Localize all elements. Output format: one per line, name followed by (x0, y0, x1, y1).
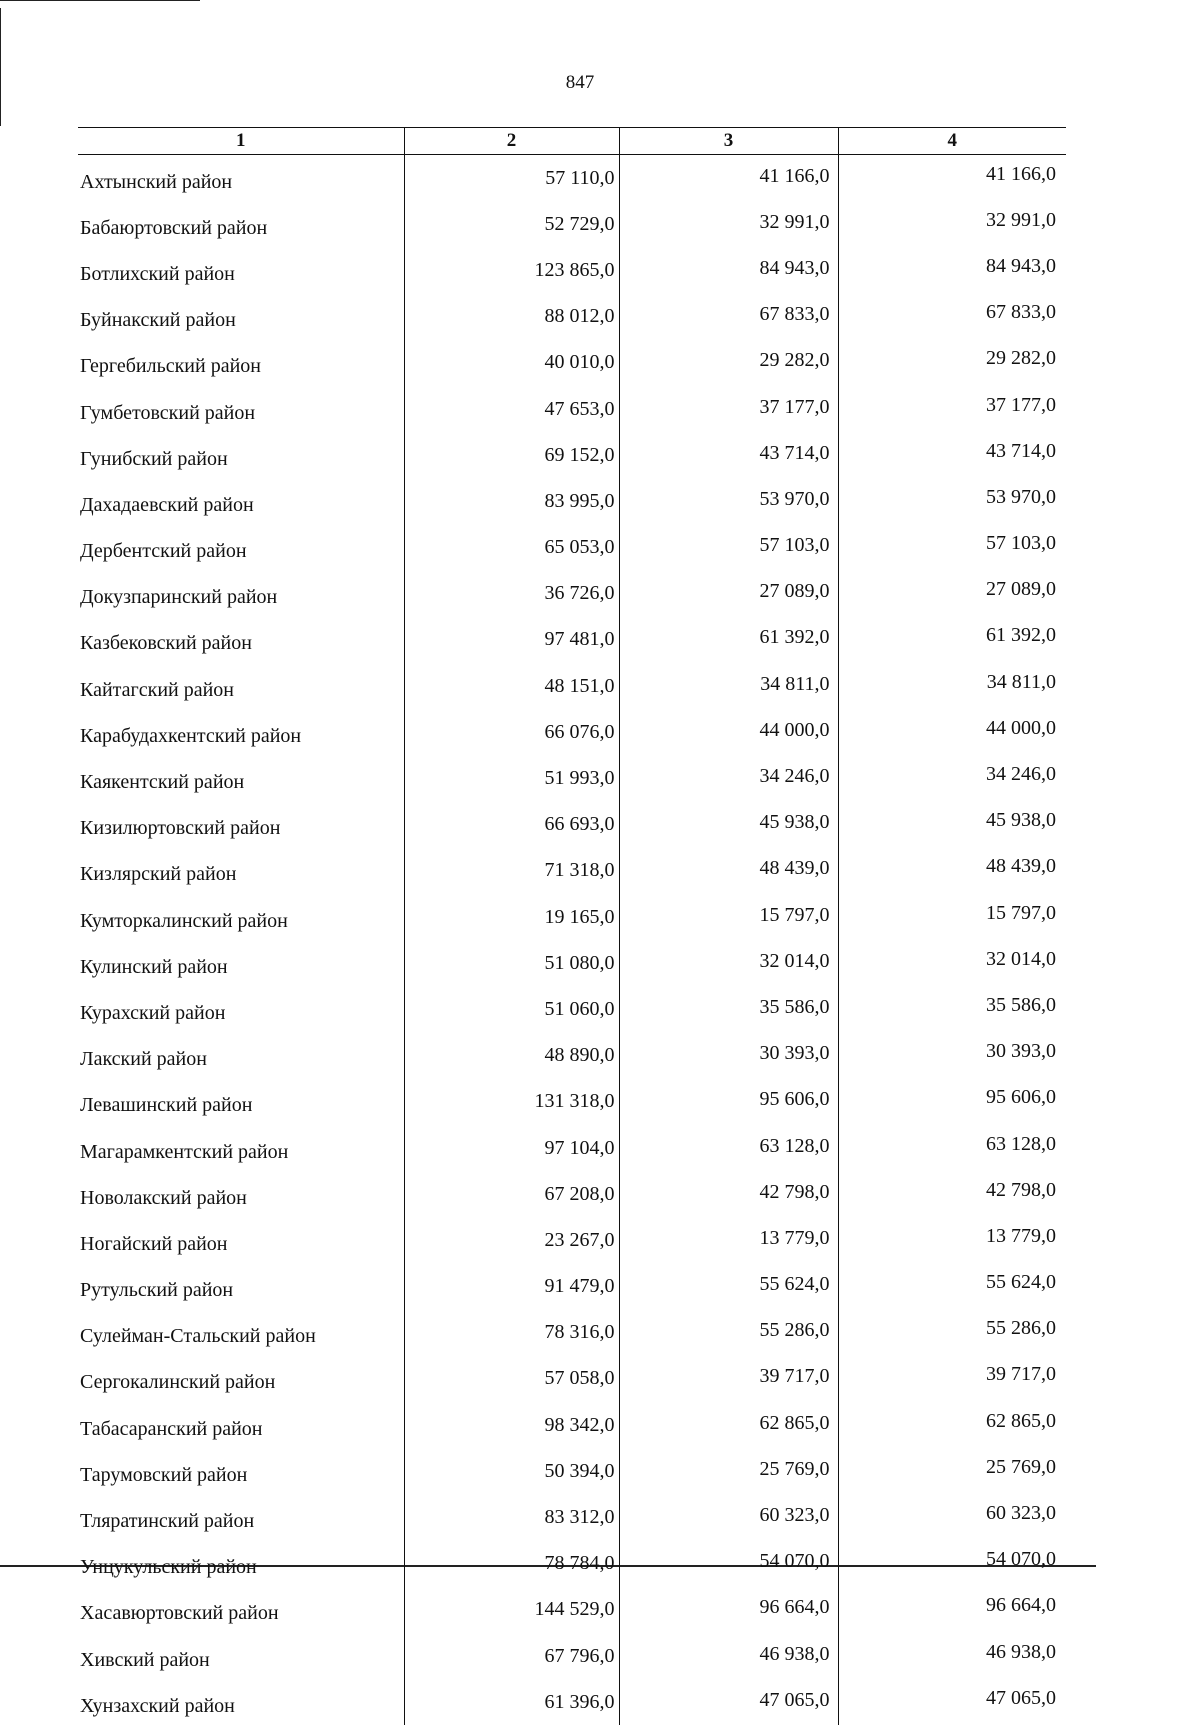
table-header (78, 128, 1066, 155)
district-name-cell: Гергебильский район (78, 340, 404, 386)
value-col2-cell: 123 865,0 (404, 247, 619, 293)
value-col3-cell: 46 938,0 (619, 1633, 838, 1679)
value-col2-cell: 51 080,0 (404, 940, 619, 986)
table-body (78, 155, 1066, 1725)
district-name-cell: Хунзахский район (78, 1679, 404, 1725)
district-name-cell: Каякентский район (78, 755, 404, 801)
table-row (78, 478, 1066, 524)
value-col4-cell: 63 128,0 (838, 1125, 1066, 1171)
value-col4-cell: 60 323,0 (838, 1494, 1066, 1540)
value-col3-cell: 95 606,0 (619, 1079, 838, 1125)
data-table (78, 127, 1066, 1725)
value-col4-cell: 55 286,0 (838, 1310, 1066, 1356)
header-row (78, 128, 1066, 155)
table-row (78, 1402, 1066, 1448)
table-row (78, 525, 1066, 571)
value-col4-cell: 34 811,0 (838, 663, 1066, 709)
value-col2-cell: 83 995,0 (404, 478, 619, 524)
value-col4-cell: 43 714,0 (838, 432, 1066, 478)
value-col3-cell: 43 714,0 (619, 432, 838, 478)
value-col3-cell: 55 624,0 (619, 1264, 838, 1310)
value-col2-cell: 83 312,0 (404, 1494, 619, 1540)
value-col3-cell: 39 717,0 (619, 1356, 838, 1402)
value-col3-cell: 60 323,0 (619, 1494, 838, 1540)
table-row (78, 802, 1066, 848)
district-name-cell: Новолакский район (78, 1171, 404, 1217)
table-row (78, 247, 1066, 293)
district-name-cell: Табасаранский район (78, 1402, 404, 1448)
value-col2-cell: 67 208,0 (404, 1171, 619, 1217)
value-col2-cell: 78 316,0 (404, 1310, 619, 1356)
value-col4-cell: 54 070,0 (838, 1541, 1066, 1587)
table-row (78, 617, 1066, 663)
value-col2-cell: 78 784,0 (404, 1541, 619, 1587)
value-col3-cell: 13 779,0 (619, 1217, 838, 1263)
value-col4-cell: 45 938,0 (838, 802, 1066, 848)
district-name-cell: Магарамкентский район (78, 1125, 404, 1171)
value-col4-cell: 42 798,0 (838, 1171, 1066, 1217)
district-name-cell: Бабаюртовский район (78, 201, 404, 247)
table-row (78, 940, 1066, 986)
table-row (78, 1079, 1066, 1125)
table-row (78, 663, 1066, 709)
value-col2-cell: 57 058,0 (404, 1356, 619, 1402)
district-name-cell: Гунибский район (78, 432, 404, 478)
table-row (78, 1541, 1066, 1587)
table-row (78, 709, 1066, 755)
value-col4-cell: 30 393,0 (838, 1033, 1066, 1079)
value-col2-cell: 40 010,0 (404, 340, 619, 386)
table-row (78, 1033, 1066, 1079)
value-col4-cell: 46 938,0 (838, 1633, 1066, 1679)
district-name-cell: Казбековский район (78, 617, 404, 663)
value-col4-cell: 44 000,0 (838, 709, 1066, 755)
district-name-cell: Тарумовский район (78, 1448, 404, 1494)
value-col2-cell: 69 152,0 (404, 432, 619, 478)
value-col2-cell: 61 396,0 (404, 1679, 619, 1725)
district-name-cell: Дахадаевский район (78, 478, 404, 524)
value-col4-cell: 35 586,0 (838, 986, 1066, 1032)
district-name-cell: Дербентский район (78, 525, 404, 571)
value-col2-cell: 36 726,0 (404, 571, 619, 617)
table-row (78, 1171, 1066, 1217)
table-row (78, 571, 1066, 617)
value-col2-cell: 52 729,0 (404, 201, 619, 247)
district-name-cell: Лакский район (78, 1033, 404, 1079)
table-row (78, 1633, 1066, 1679)
district-name-cell: Сулейман-Стальский район (78, 1310, 404, 1356)
table-row (78, 340, 1066, 386)
value-col2-cell: 57 110,0 (404, 155, 619, 202)
value-col3-cell: 45 938,0 (619, 802, 838, 848)
table-row (78, 432, 1066, 478)
value-col4-cell: 34 246,0 (838, 755, 1066, 801)
value-col2-cell: 66 693,0 (404, 802, 619, 848)
value-col2-cell: 48 151,0 (404, 663, 619, 709)
value-col3-cell: 57 103,0 (619, 525, 838, 571)
value-col4-cell: 15 797,0 (838, 894, 1066, 940)
value-col4-cell: 61 392,0 (838, 617, 1066, 663)
value-col3-cell: 84 943,0 (619, 247, 838, 293)
value-col3-cell: 25 769,0 (619, 1448, 838, 1494)
value-col4-cell: 27 089,0 (838, 571, 1066, 617)
value-col4-cell: 29 282,0 (838, 340, 1066, 386)
value-col4-cell: 96 664,0 (838, 1587, 1066, 1633)
district-name-cell: Кумторкалинский район (78, 894, 404, 940)
value-col3-cell: 44 000,0 (619, 709, 838, 755)
value-col3-cell: 47 065,0 (619, 1679, 838, 1725)
value-col4-cell: 57 103,0 (838, 525, 1066, 571)
district-name-cell: Ботлихский район (78, 247, 404, 293)
district-name-cell: Хасавюртовский район (78, 1587, 404, 1633)
table-row (78, 1679, 1066, 1725)
district-name-cell: Левашинский район (78, 1079, 404, 1125)
table-row (78, 294, 1066, 340)
value-col2-cell: 66 076,0 (404, 709, 619, 755)
value-col3-cell: 48 439,0 (619, 848, 838, 894)
value-col2-cell: 131 318,0 (404, 1079, 619, 1125)
value-col4-cell: 13 779,0 (838, 1217, 1066, 1263)
district-name-cell: Кизилюртовский район (78, 802, 404, 848)
value-col4-cell: 67 833,0 (838, 294, 1066, 340)
district-name-cell: Кайтагский район (78, 663, 404, 709)
value-col2-cell: 71 318,0 (404, 848, 619, 894)
table-row (78, 1217, 1066, 1263)
district-name-cell: Докузпаринский район (78, 571, 404, 617)
value-col3-cell: 35 586,0 (619, 986, 838, 1032)
value-col4-cell: 41 166,0 (838, 155, 1066, 202)
table-row (78, 1448, 1066, 1494)
value-col4-cell: 55 624,0 (838, 1264, 1066, 1310)
value-col3-cell: 37 177,0 (619, 386, 838, 432)
value-col3-cell: 53 970,0 (619, 478, 838, 524)
value-col2-cell: 98 342,0 (404, 1402, 619, 1448)
district-name-cell: Кизлярский район (78, 848, 404, 894)
district-name-cell: Кулинский район (78, 940, 404, 986)
value-col3-cell: 61 392,0 (619, 617, 838, 663)
table-row (78, 1356, 1066, 1402)
value-col4-cell: 39 717,0 (838, 1356, 1066, 1402)
table-row (78, 386, 1066, 432)
value-col2-cell: 65 053,0 (404, 525, 619, 571)
table-row (78, 155, 1066, 202)
value-col3-cell: 15 797,0 (619, 894, 838, 940)
value-col4-cell: 48 439,0 (838, 848, 1066, 894)
table-row (78, 848, 1066, 894)
value-col4-cell: 53 970,0 (838, 478, 1066, 524)
value-col3-cell: 30 393,0 (619, 1033, 838, 1079)
value-col2-cell: 23 267,0 (404, 1217, 619, 1263)
column-header-4: 4 (838, 128, 1066, 155)
value-col3-cell: 34 246,0 (619, 755, 838, 801)
district-name-cell: Ногайский район (78, 1217, 404, 1263)
value-col3-cell: 55 286,0 (619, 1310, 838, 1356)
district-name-cell: Сергокалинский район (78, 1356, 404, 1402)
value-col4-cell: 32 014,0 (838, 940, 1066, 986)
district-name-cell: Курахский район (78, 986, 404, 1032)
value-col4-cell: 84 943,0 (838, 247, 1066, 293)
value-col3-cell: 42 798,0 (619, 1171, 838, 1217)
value-col3-cell: 62 865,0 (619, 1402, 838, 1448)
table-row (78, 1264, 1066, 1310)
value-col4-cell: 95 606,0 (838, 1079, 1066, 1125)
table-row (78, 986, 1066, 1032)
district-name-cell: Унцукульский район (78, 1541, 404, 1587)
value-col2-cell: 97 481,0 (404, 617, 619, 663)
district-name-cell: Рутульский район (78, 1264, 404, 1310)
scan-edge-top (0, 0, 200, 1)
value-col2-cell: 91 479,0 (404, 1264, 619, 1310)
value-col3-cell: 27 089,0 (619, 571, 838, 617)
value-col2-cell: 19 165,0 (404, 894, 619, 940)
column-header-1: 1 (78, 128, 404, 155)
district-name-cell: Гумбетовский район (78, 386, 404, 432)
table-row (78, 201, 1066, 247)
value-col3-cell: 63 128,0 (619, 1125, 838, 1171)
district-name-cell: Буйнакский район (78, 294, 404, 340)
table-row (78, 1494, 1066, 1540)
value-col3-cell: 96 664,0 (619, 1587, 838, 1633)
district-name-cell: Карабудахкентский район (78, 709, 404, 755)
value-col2-cell: 67 796,0 (404, 1633, 619, 1679)
table-row (78, 1310, 1066, 1356)
district-name-cell: Ахтынский район (78, 155, 404, 202)
table-row (78, 755, 1066, 801)
value-col4-cell: 25 769,0 (838, 1448, 1066, 1494)
value-col3-cell: 29 282,0 (619, 340, 838, 386)
district-name-cell: Хивский район (78, 1633, 404, 1679)
value-col2-cell: 51 060,0 (404, 986, 619, 1032)
district-name-cell: Тляратинский район (78, 1494, 404, 1540)
value-col2-cell: 51 993,0 (404, 755, 619, 801)
value-col2-cell: 144 529,0 (404, 1587, 619, 1633)
value-col2-cell: 48 890,0 (404, 1033, 619, 1079)
value-col4-cell: 32 991,0 (838, 201, 1066, 247)
value-col3-cell: 32 014,0 (619, 940, 838, 986)
page-number: 847 (0, 72, 1160, 94)
value-col4-cell: 47 065,0 (838, 1679, 1066, 1725)
value-col3-cell: 67 833,0 (619, 294, 838, 340)
scan-edge-left (0, 8, 1, 126)
table-row (78, 1587, 1066, 1633)
column-header-3: 3 (619, 128, 838, 155)
value-col3-cell: 41 166,0 (619, 155, 838, 202)
value-col2-cell: 47 653,0 (404, 386, 619, 432)
value-col2-cell: 50 394,0 (404, 1448, 619, 1494)
column-header-2: 2 (404, 128, 619, 155)
value-col3-cell: 54 070,0 (619, 1541, 838, 1587)
value-col2-cell: 97 104,0 (404, 1125, 619, 1171)
value-col2-cell: 88 012,0 (404, 294, 619, 340)
table-row (78, 1125, 1066, 1171)
value-col4-cell: 37 177,0 (838, 386, 1066, 432)
value-col3-cell: 32 991,0 (619, 201, 838, 247)
value-col3-cell: 34 811,0 (619, 663, 838, 709)
value-col4-cell: 62 865,0 (838, 1402, 1066, 1448)
table-row (78, 894, 1066, 940)
